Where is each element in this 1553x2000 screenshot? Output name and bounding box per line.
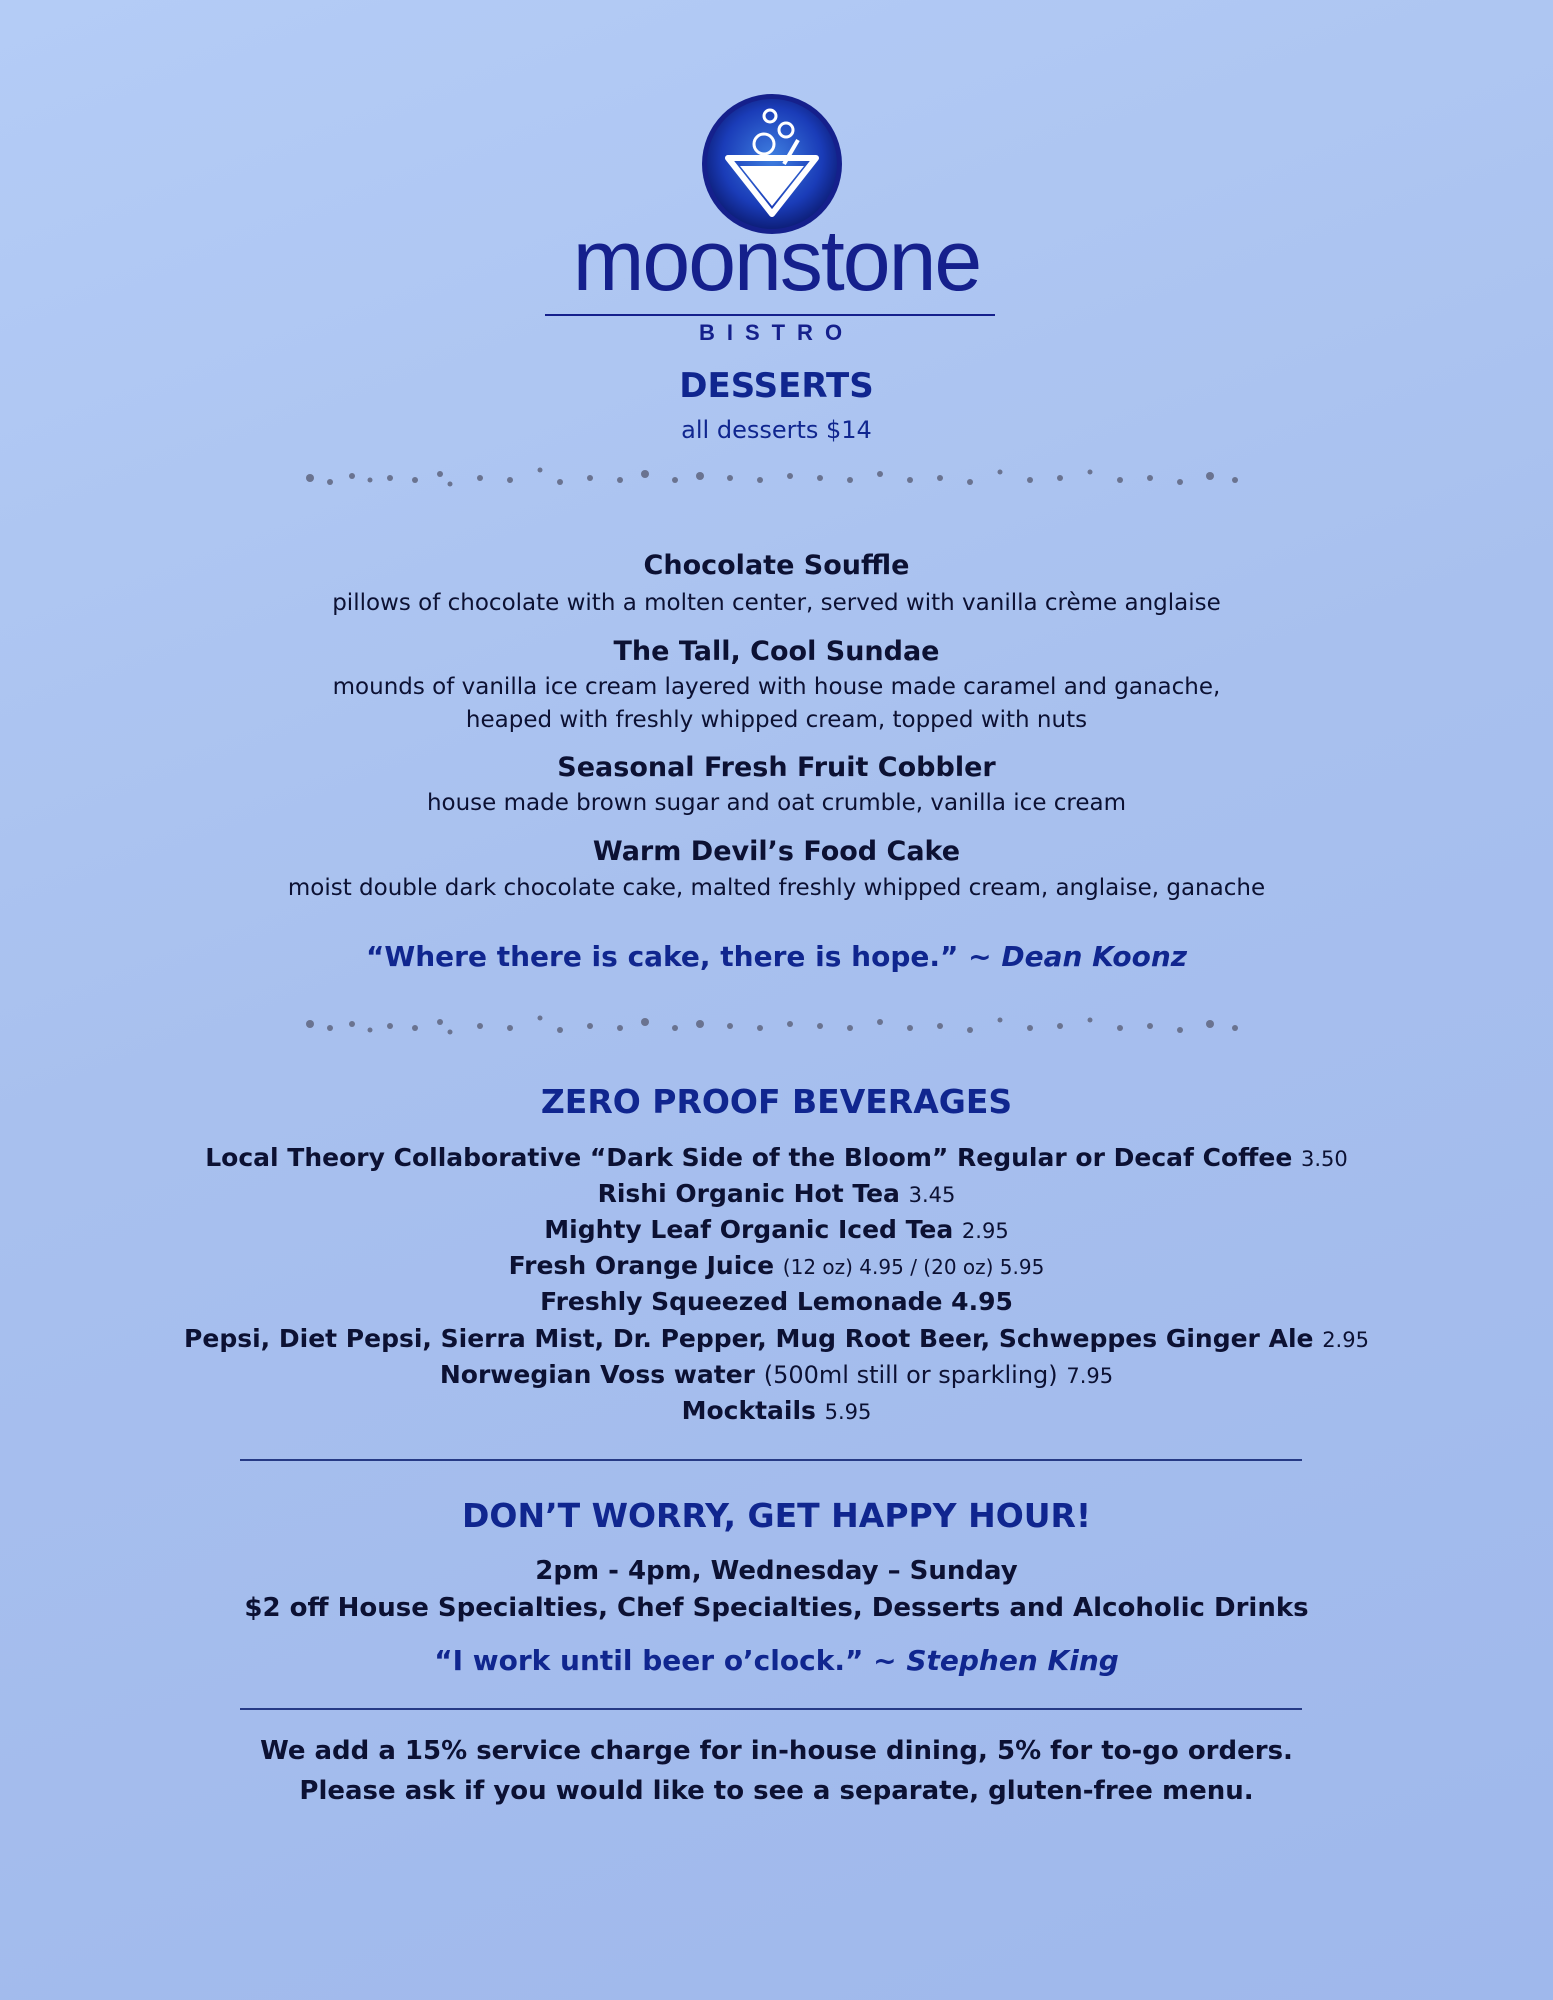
beverage-note: (12 oz) 4.95 / (20 oz) 5.95 [782,1255,1045,1279]
beverage-name: Rishi Organic Hot Tea [597,1179,900,1208]
brand-wordmark: moonstone [572,213,981,309]
dessert-description: heaped with freshly whipped cream, topped with nuts [465,707,1088,733]
dessert-description: mounds of vanilla ice cream layered with house made caramel and ganache, [332,674,1221,700]
desserts-heading: DESSERTS [679,366,874,406]
beverage-row [0,1324,1553,1353]
beverage-name: Fresh Orange Juice [508,1251,775,1280]
section-divider [240,1459,1302,1461]
dessert-description: moist double dark chocolate cake, malted freshly whipped cream, anglaise, ganache [287,875,1266,901]
beverage-name: Mighty Leaf Organic Iced Tea [544,1215,954,1244]
beverage-row [0,1396,1553,1425]
beverage-row [0,1215,1553,1244]
desserts-subheading: all desserts $14 [681,416,872,444]
beverage-price: 2.95 [1322,1328,1369,1352]
happy-hour-quote [0,1644,1553,1677]
dessert-name: The Tall, Cool Sundae [613,636,940,667]
happy-hour-heading: DON’T WORRY, GET HAPPY HOUR! [462,1496,1091,1535]
dessert-description: house made brown sugar and oat crumble, vanilla ice cream [426,790,1127,816]
beverage-row [0,1360,1553,1389]
beverage-row [0,1143,1553,1172]
service-charge-note: We add a 15% service charge for in-house dining, 5% for to-go orders. [260,1736,1293,1766]
beverage-price: 3.45 [908,1183,956,1207]
beverage-price: 7.95 [1066,1364,1114,1388]
beverage-row [0,1179,1553,1208]
beverage-note: (500ml still or sparkling) [763,1361,1058,1389]
brand-subtitle: BISTRO [698,320,855,345]
happy-hour-deal: $2 off House Specialties, Chef Specialties, Desserts and Alcoholic Drinks [244,1593,1309,1623]
quote-author: Stephen King [906,1644,1119,1677]
quote-text: “Where there is cake, there is hope.” ~ [365,940,992,973]
beverage-row [0,1251,1553,1280]
beverage-price: 2.95 [961,1219,1009,1243]
quote-text: “I work until beer o’clock.” ~ [434,1644,897,1677]
happy-hour-times: 2pm - 4pm, Wednesday – Sunday [535,1556,1018,1586]
beverage-name: Mocktails [681,1396,816,1425]
beverage-name: Local Theory Collaborative “Dark Side of the Bloom” Regular or Decaf Coffee [205,1143,1293,1172]
dessert-description: pillows of chocolate with a molten center, served with vanilla crème anglaise [332,590,1221,616]
stars-divider [290,1006,1255,1046]
dessert-quote [0,940,1553,973]
gluten-free-note: Please ask if you would like to see a separate, gluten-free menu. [299,1776,1254,1806]
dessert-name: Warm Devil’s Food Cake [592,836,961,867]
stars-divider [290,458,1255,498]
dessert-name: Seasonal Fresh Fruit Cobbler [557,752,996,783]
section-divider [240,1708,1302,1710]
beverage-price: 5.95 [824,1400,872,1424]
beverages-heading: ZERO PROOF BEVERAGES [540,1082,1013,1121]
quote-author: Dean Koonz [1001,940,1188,973]
wordmark-underline [545,314,995,316]
beverage-row [0,1287,1553,1316]
beverage-name: Norwegian Voss water [439,1360,755,1389]
beverage-name: Pepsi, Diet Pepsi, Sierra Mist, Dr. Pepper, Mug Root Beer, Schweppes Ginger Ale [184,1324,1314,1353]
beverage-name: Freshly Squeezed Lemonade 4.95 [540,1287,1013,1316]
dessert-name: Chocolate Souffle [643,550,910,581]
beverage-price: 3.50 [1301,1147,1348,1171]
